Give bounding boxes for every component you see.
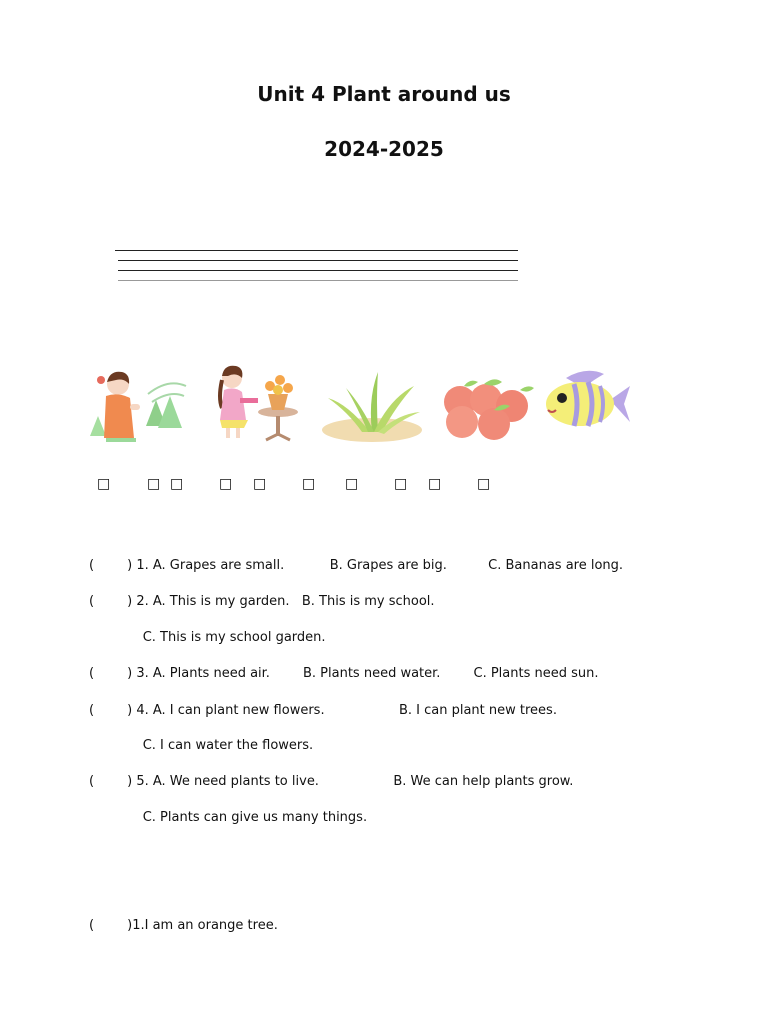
answer-box-6[interactable]: □ [302,476,316,492]
answer-box-10[interactable]: □ [477,476,491,492]
q1-line: ( ) 1. A. Grapes are small. B. Grapes are big. C. Bananas are long. [89,558,624,573]
q5-option-c: C. Plants can give us many things. [89,810,368,825]
answer-box-7[interactable]: □ [345,476,359,492]
year-text: 2024-2025 [324,137,444,161]
answer-box-9[interactable]: □ [428,476,442,492]
answer-box-1[interactable]: □ [97,476,111,492]
apples-icon [440,376,536,442]
q4-line: ( ) 4. A. I can plant new flowers. B. I can plant new trees. [89,703,557,718]
girl-with-trees-icon [88,366,190,444]
answer-box-5[interactable]: □ [253,476,267,492]
answer-box-8[interactable]: □ [394,476,408,492]
q5-line: ( ) 5. A. We need plants to live. B. We can help plants grow. [89,774,574,789]
writing-line-4 [118,280,518,281]
fish-icon [540,368,632,438]
doc-title-line1 [0,82,768,106]
title-text: Unit 4 Plant around us [257,82,511,106]
q3-line: ( ) 3. A. Plants need air. B. Plants need water. C. Plants need sun. [89,666,599,681]
q2-line: ( ) 2. A. This is my garden. B. This is my school. [89,594,435,609]
writing-line-1 [115,250,518,251]
q2-option-c: C. This is my school garden. [89,630,326,645]
answer-box-3[interactable]: □ [170,476,184,492]
girl-watering-flowers-icon [212,364,298,444]
q4-option-c: C. I can water the flowers. [89,738,314,753]
writing-line-3 [118,270,518,271]
writing-line-2 [118,260,518,261]
answer-box-4[interactable]: □ [219,476,233,492]
tf-q1-line: ( )1.I am an orange tree. [89,918,278,933]
grass-plant-icon [318,368,424,444]
answer-box-2[interactable]: □ [147,476,161,492]
doc-title-line2 [0,137,768,161]
